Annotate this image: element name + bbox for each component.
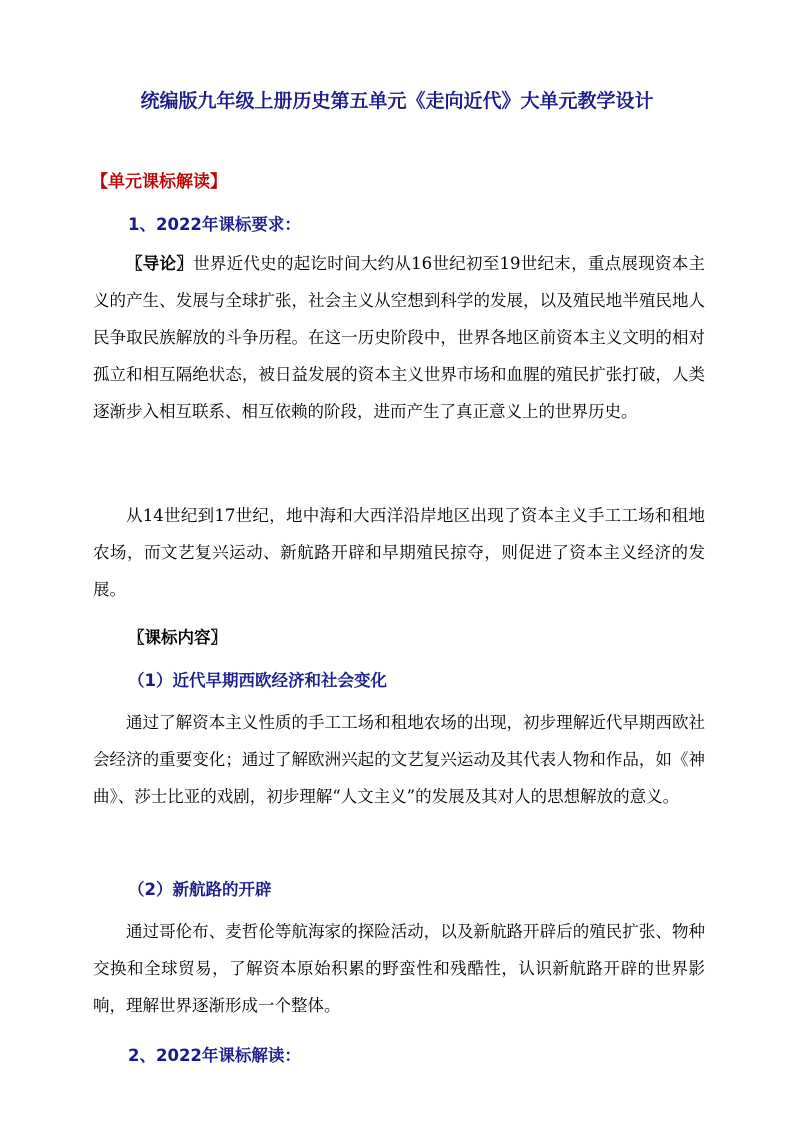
content-label: 〖课标内容〗 xyxy=(128,628,227,647)
item1-text: 通过了解资本主义性质的手工工场和租地农场的出现，初步理解近代早期西欧社会经济的重要变化；通过了解欧洲兴起的文艺复兴运动及其代表人物和作品，如《神曲》、莎士比亚的戏剧，初步理解“人文主义”的发展及其对人的思想解放的意义。 xyxy=(93,713,705,806)
section-heading: 【单元课标解读】 xyxy=(91,172,227,192)
document-title: 统编版九年级上册历史第五单元《走向近代》大单元教学设计 xyxy=(140,90,654,112)
intro-paragraph xyxy=(93,245,705,430)
item2-text: 通过哥伦布、麦哲伦等航海家的探险活动，以及新航路开辟后的殖民扩张、物种交换和全球贸易，了解资本原始积累的野蛮性和残酷性，认识新航路开辟的世界影响，理解世界逐渐形成一个整体。 xyxy=(93,922,705,1015)
intro-text: 世界近代史的起讫时间大约从16世纪初至19世纪末，重点展现资本主义的产生、发展与全球扩张，社会主义从空想到科学的发展，以及殖民地半殖民地人民争取民族解放的斗争历程。在这一历史阶段中，世界各地区前资本主义文明的相对孤立和相互隔绝状态，被日益发展的资本主义世界市场和血腥的殖民扩张打破，人类逐渐步入相互联系、相互依赖的阶段，进而产生了真正意义上的世界历史。 xyxy=(93,254,705,421)
intro-label: 〖导论〗 xyxy=(126,254,194,273)
item1-heading: （1）近代早期西欧经济和社会变化 xyxy=(128,671,387,690)
paragraph-two: 从14世纪到17世纪，地中海和大西洋沿岸地区出现了资本主义手工工场和租地农场，而文艺复兴运动、新航路开辟和早期殖民掠夺，则促进了资本主义经济的发展。 xyxy=(93,506,705,599)
item2-heading: （2）新航路的开辟 xyxy=(128,880,272,899)
sub-heading-requirements: 1、2022年课标要求： xyxy=(128,215,301,234)
sub-heading-interpretation: 2、2022年课标解读： xyxy=(128,1046,301,1065)
